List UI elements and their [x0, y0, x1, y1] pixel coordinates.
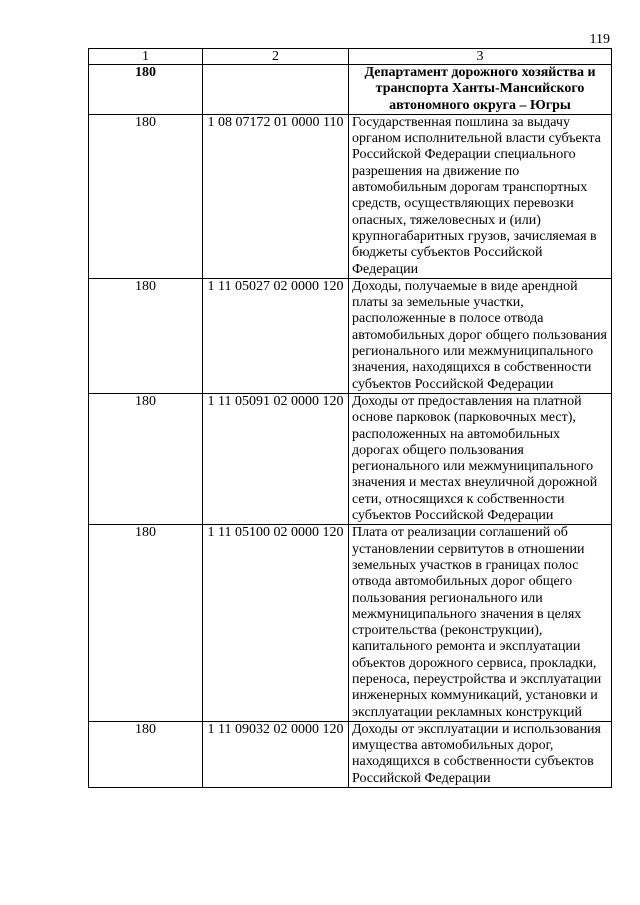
- revenue-codes-table: [88, 48, 612, 788]
- admin-code-cell: 180: [89, 721, 203, 787]
- revenue-code-cell: 1 11 05091 02 0000 120: [203, 393, 349, 524]
- department-row: [89, 65, 612, 115]
- revenue-description-cell: Доходы от эксплуатации и использования имущества автомобильных дорог, находящихся в собственности субъектов Российской Федерации: [349, 721, 612, 787]
- department-name: Департамент дорожного хозяйства и транспорта Ханты-Мансийского автономного округа – Югры: [349, 65, 612, 115]
- table-row: [89, 721, 612, 787]
- table-row: [89, 393, 612, 524]
- table-row: [89, 114, 612, 278]
- department-empty-cell: [203, 65, 349, 115]
- admin-code-cell: 180: [89, 278, 203, 393]
- revenue-description-cell: Государственная пошлина за выдачу органом исполнительной власти субъекта Российской Федерации специального разрешения на движение по автомобильным дорогам транспортных средств, осуществляющих перевозки опасных, тяжеловесных и (или) крупногабаритных грузов, зачисляемая в бюджеты субъектов Российской Федерации: [349, 114, 612, 278]
- table-row: [89, 525, 612, 722]
- column-number-2: 2: [203, 49, 349, 65]
- page-number: 119: [589, 32, 610, 47]
- column-number-3: 3: [349, 49, 612, 65]
- revenue-code-cell: 1 11 05027 02 0000 120: [203, 278, 349, 393]
- admin-code-cell: 180: [89, 525, 203, 722]
- revenue-description-cell: Плата от реализации соглашений об установлении сервитутов в отношении земельных участков в границах полос отвода автомобильных дорог общего пользования регионального или межмуниципального значения в целях строительства (реконструкции), капитального ремонта и эксплуатации объектов дорожного сервиса, прокладки, переноса, переустройства и эксплуатации инженерных коммуникаций, установки и эксплуатации рекламных конструкций: [349, 525, 612, 722]
- revenue-description-cell: Доходы, получаемые в виде арендной платы за земельные участки, расположенные в полосе отвода автомобильных дорог общего пользования регионального или межмуниципального значения, находящихся в собственности субъектов Российской Федерации: [349, 278, 612, 393]
- revenue-code-cell: 1 08 07172 01 0000 110: [203, 114, 349, 278]
- column-number-1: 1: [89, 49, 203, 65]
- column-number-row: [89, 49, 612, 65]
- department-admin-code: 180: [89, 65, 203, 115]
- admin-code-cell: 180: [89, 114, 203, 278]
- revenue-description-cell: Доходы от предоставления на платной основе парковок (парковочных мест), расположенных на автомобильных дорогах общего пользования регионального или межмуниципального значения и местах внеуличной дорожной сети, относящихся к собственности субъектов Российской Федерации: [349, 393, 612, 524]
- admin-code-cell: 180: [89, 393, 203, 524]
- revenue-code-cell: 1 11 09032 02 0000 120: [203, 721, 349, 787]
- revenue-code-cell: 1 11 05100 02 0000 120: [203, 525, 349, 722]
- table-row: [89, 278, 612, 393]
